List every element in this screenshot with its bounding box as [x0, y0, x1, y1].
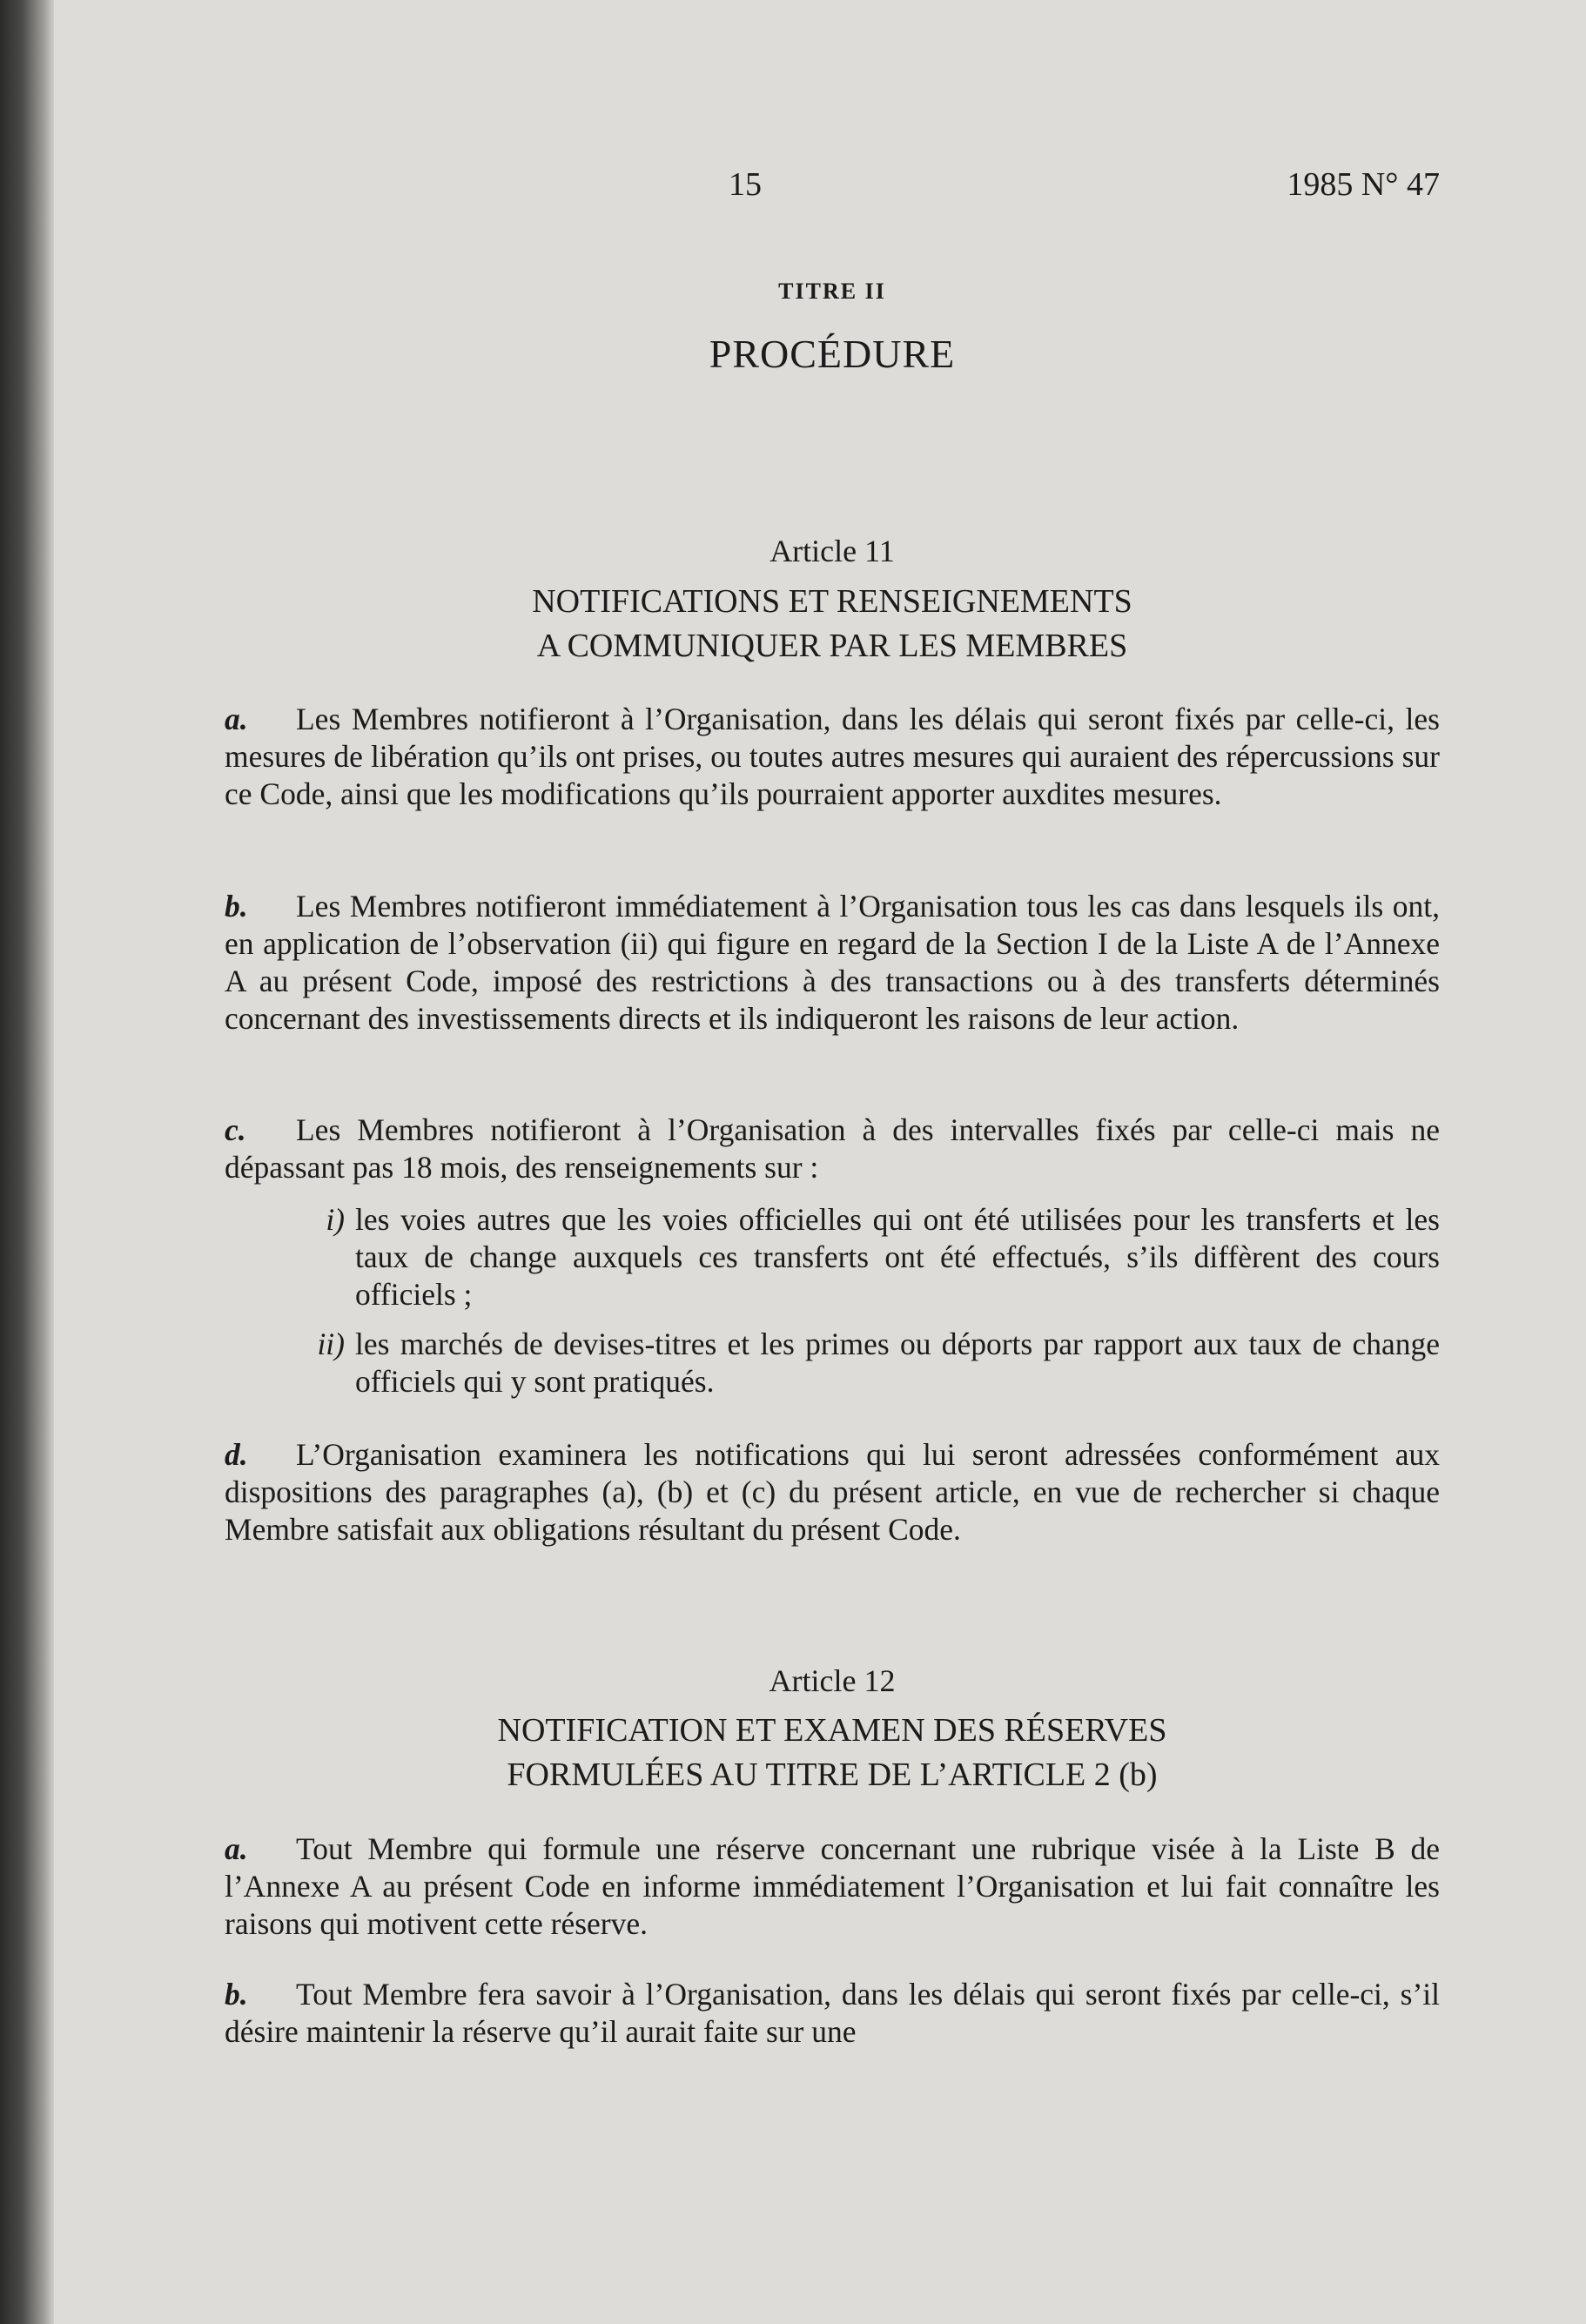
article-11-heading-line: A COMMUNIQUER PAR LES MEMBRES — [536, 628, 1128, 664]
article-11-paragraph-d — [225, 1436, 1440, 1548]
article-11-paragraph-c — [225, 1112, 1440, 1186]
paragraph-text: L’Organisation examinera les notifications qui lui seront adressées conformément aux dispositions des paragraphes (a), (b) et (c) du présent article, en vue de rechercher si chaque Membre satisfait aux obligations résultant du présent Code. — [225, 1437, 1440, 1547]
article-12-paragraph-a — [225, 1830, 1440, 1943]
item-text: les voies autres que les voies officielles qui ont été utilisées pour les transferts et les taux de change auxquels ces transferts ont été effectués, s’ils diffèrent des cours officiels ; — [355, 1202, 1440, 1312]
article-11-heading-line: NOTIFICATIONS ET RENSEIGNEMENTS — [532, 583, 1132, 620]
article-12-label: Article 12 — [769, 1663, 896, 1698]
document-page — [54, 0, 1586, 2324]
paragraph-letter: b. — [225, 1977, 248, 2012]
section-title: PROCÉDURE — [709, 332, 956, 376]
paragraph-letter: a. — [225, 1831, 248, 1866]
article-11-paragraph-b — [225, 888, 1440, 1038]
item-number: ii) — [317, 1327, 345, 1361]
book-spine-shadow — [0, 0, 54, 2324]
article-12-paragraph-b — [225, 1976, 1440, 2051]
paragraph-letter: c. — [225, 1112, 246, 1147]
paragraph-text: Tout Membre fera savoir à l’Organisation, dans les délais qui seront fixés par celle-ci, s’il désire maintenir la réserve qu’il aurait faite sur une — [225, 1977, 1440, 2049]
article-12-heading — [225, 1709, 1440, 1797]
paragraph-text: Les Membres notifieront immédiatement à l’Organisation tous les cas dans lesquels ils ont, en application de l’observation (ii) qui figure en regard de la Section I de la Liste A de l’Annexe A au présent Code, imposé des restrictions à des transactions ou à des transferts déterminés concernant des investissements directs et ils indiqueront les raisons de leur action. — [225, 889, 1440, 1036]
article-11-item-i — [326, 1201, 1440, 1313]
article-12-heading-line: FORMULÉES AU TITRE DE L’ARTICLE 2 (b) — [507, 1756, 1158, 1793]
article-12-heading-line: NOTIFICATION ET EXAMEN DES RÉSERVES — [497, 1712, 1167, 1749]
page-content — [225, 0, 1440, 2324]
law-reference: 1985 N° 47 — [1287, 166, 1440, 203]
item-text: les marchés de devises-titres et les primes ou déports par rapport aux taux de change officiels qui y sont pratiqués. — [355, 1327, 1440, 1399]
running-header — [225, 165, 1440, 209]
page-number: 15 — [729, 166, 762, 203]
item-number: i) — [326, 1202, 345, 1237]
paragraph-text: Tout Membre qui formule une réserve concernant une rubrique visée à la Liste B de l’Annexe A au présent Code en informe immédiatement l’Organisation et lui fait connaître les raisons qui motivent cette réserve. — [225, 1831, 1440, 1941]
paragraph-letter: d. — [225, 1437, 248, 1472]
titre-heading: TITRE II — [778, 279, 886, 304]
article-11-heading — [225, 580, 1440, 668]
article-11-paragraph-a — [225, 701, 1440, 813]
paragraph-letter: a. — [225, 702, 248, 736]
article-11-label: Article 11 — [769, 534, 895, 568]
paragraph-letter: b. — [225, 889, 248, 924]
article-11-item-ii — [317, 1326, 1440, 1400]
paragraph-text: Les Membres notifieront à l’Organisation, dans les délais qui seront fixés par celle-ci, les mesures de libération qu’ils ont prises, ou toutes autres mesures qui auraient des répercussions sur ce Code, ainsi que les modifications qu’ils pourraient apporter auxdites mesures. — [225, 702, 1440, 811]
paragraph-text: Les Membres notifieront à l’Organisation à des intervalles fixés par celle-ci mais ne dépassant pas 18 mois, des renseignements sur : — [225, 1112, 1440, 1185]
